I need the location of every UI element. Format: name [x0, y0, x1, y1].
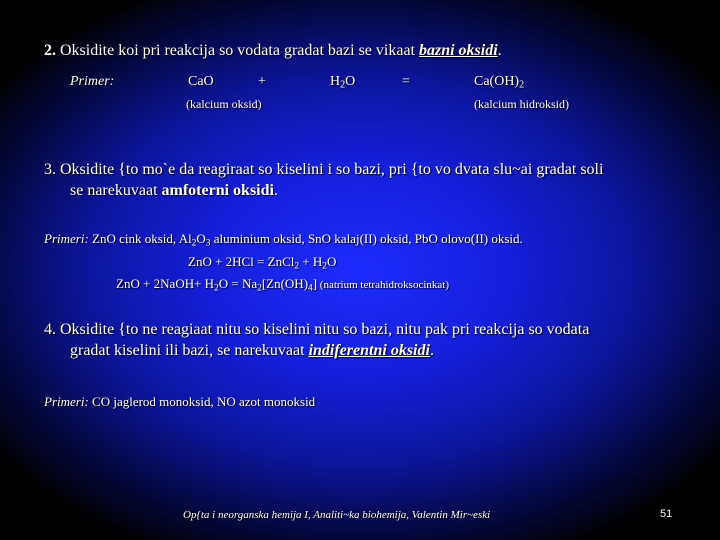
primer-note-left: (kalcium oksid) — [186, 97, 262, 111]
primeri-3-label: Primeri: — [44, 231, 89, 246]
primer-caoh2: $Ca(OH)_2$ — [474, 74, 525, 91]
primer-equals: = — [402, 74, 410, 89]
primer-h2o: $H_2O$ — [330, 74, 356, 91]
reaction-note: (natrium tetrahidroksocinkat) — [317, 279, 450, 291]
section-2-number: 2. — [44, 42, 56, 59]
section-3-term: amfoterni oksidi — [161, 182, 274, 199]
primer-cao: CaO — [188, 74, 214, 89]
primeri-4-label: Primeri: — [44, 394, 89, 409]
section-4-term: indiferentni oksidi — [308, 342, 430, 359]
primer-note-right: (kalcium hidroksid) — [474, 97, 569, 111]
section-4-line2: gradat kiselini ili bazi, se narekuvaat indiferentni oksidi. — [70, 342, 434, 359]
primer-plus: + — [258, 74, 266, 89]
section-2-end: . — [497, 42, 502, 59]
footer-text: Op{ta i neorganska hemija I, Analiti~ka biohemija, Valentin Mir~eski — [183, 509, 491, 521]
section-3-line2: se narekuvaat amfoterni oksidi. — [70, 182, 278, 199]
primeri-4-line: Primeri: CO jaglerod monoksid, NO azot monoksid — [44, 394, 316, 409]
section-2-term: bazni oksidi — [418, 42, 498, 59]
reaction-zno-hcl: ZnO + 2HCl = ZnCl$_2$ + $H_2O$ — [188, 254, 337, 272]
primer-label: Primer: — [70, 74, 115, 89]
section-4-line1: 4. Oksidite {to ne reagiaat nitu so kiselini nitu so bazi, nitu pak pri reakcija so vodata — [44, 321, 590, 338]
reaction-zno-naoh: ZnO + 2NaOH+ $H_2O = Na_2[Zn(OH)_4]$ (natrium tetrahidroksocinkat) — [116, 276, 450, 294]
section-2-line — [44, 42, 502, 60]
page-number: 51 — [660, 508, 673, 520]
section-3-line1: 3. Oksidite {to mo`e da reagiraat so kiselini i so bazi, pri {to vo dvata slu~ai gradat soli — [44, 161, 604, 178]
section-2-text: Oksidite koi pri reakcija so vodata gradat bazi se vikaat — [56, 42, 419, 59]
primeri-3-line1: Primeri: ZnO cink oksid, $Al_2O_3$ aluminium oksid, SnO kalaj(II) oksid, PbO olovo(II) oksid. — [44, 231, 523, 249]
